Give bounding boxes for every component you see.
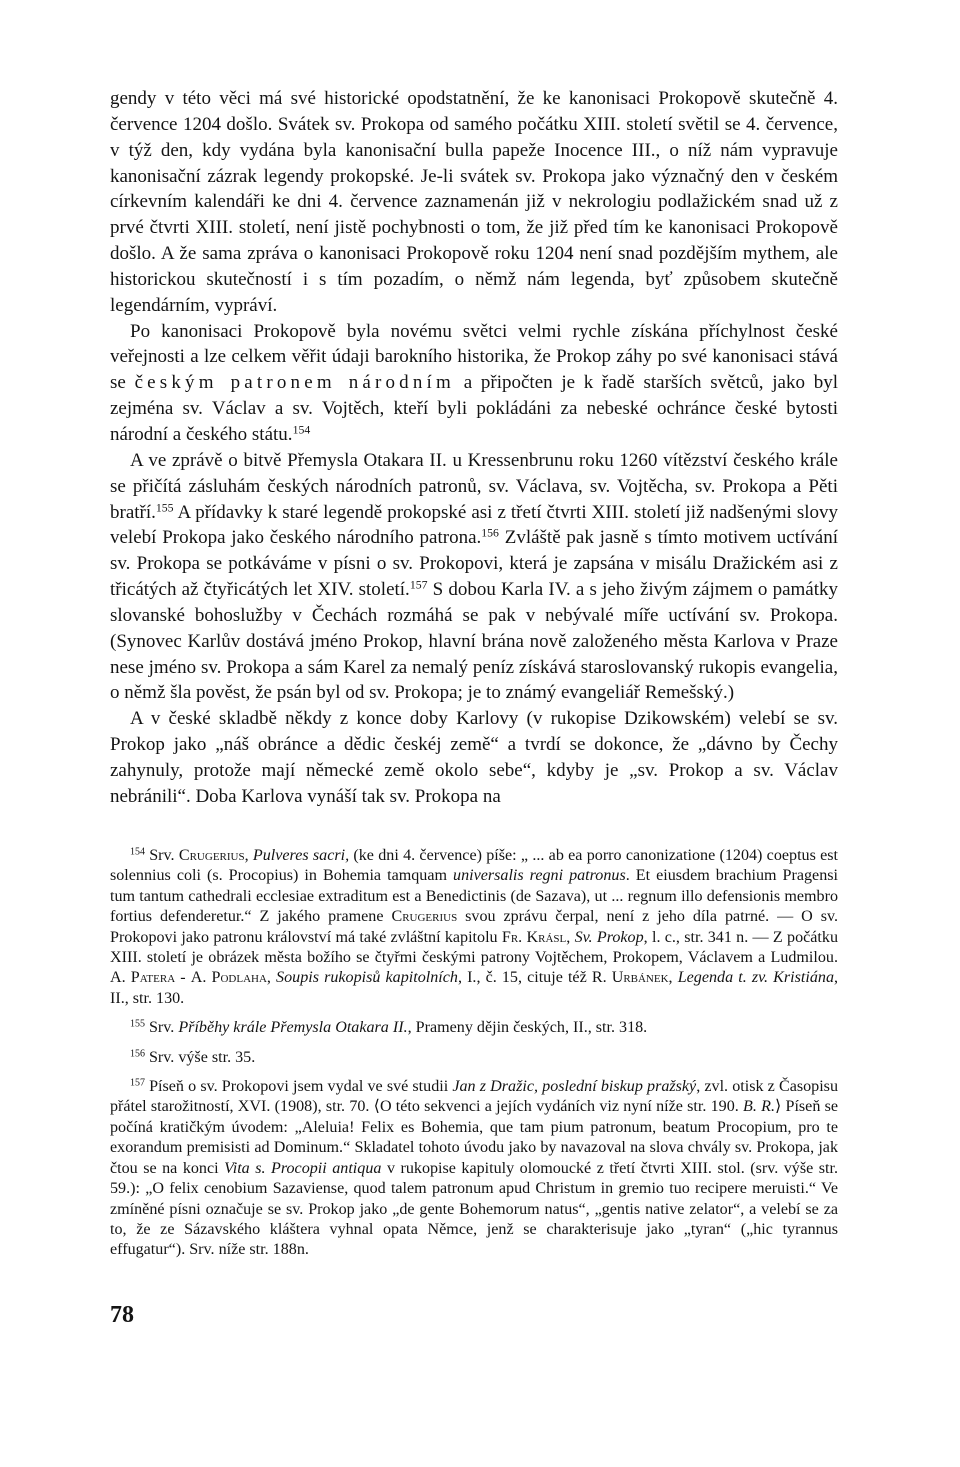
text-run: -: [175, 969, 191, 987]
footnote-ref: 157: [130, 1077, 145, 1089]
footnote-ref: 154: [292, 423, 311, 437]
text-run: ,: [244, 847, 253, 864]
text-run: Srv. výše str. 35.: [144, 1048, 256, 1066]
text-run: ,: [266, 969, 277, 987]
footnote-ref: 156: [130, 1048, 145, 1060]
paragraph-4: [110, 706, 838, 809]
page-number: 78: [110, 1302, 134, 1328]
footnote-ref: 156: [481, 526, 499, 540]
italic-text: Příběhy krále Přemysla Otakara II.: [178, 1019, 408, 1037]
italic-text: Pulveres sacri,: [252, 847, 350, 864]
spaced-text: českým patronem národním: [134, 372, 455, 394]
text-run: , Prameny dějin českých, II., str. 318.: [407, 1019, 648, 1037]
text-run: ⟩ Píseň se počíná kratičkým úvodem: „Aleluia! Felix es Bohemia, que tam pium patronum, beatum Procopium, pro te exorandum premisisti ad Dominum.“ Skladatel tohoto úvodu jako by navazoval na slova chvály sv. Prokopa, jak čtou se na konci: [110, 1098, 839, 1177]
text-run: a připočten je k řadě starších světců, jako byl zejména sv. Václav a sv. Vojtěch, kteří byli pokládáni za nebeské ochránce české bytosti národní a českého státu.: [110, 372, 838, 445]
italic-text: Vita s. Procopii antiqua: [224, 1159, 382, 1177]
text-run: , I., č. 15, cituje též: [457, 969, 592, 987]
small-caps-name: Crugerius: [178, 847, 245, 864]
text-run: A ve zprávě o bitvě Přemysla Otakara II. u Kressenbrunu roku 1260 vítězství českého krále se přičítá zásluhám českých národních patronů, sv. Václava, sv. Vojtěcha, sv. Prokopa a Pěti bratří.: [110, 449, 838, 523]
footnote-ref: 155: [130, 1018, 145, 1030]
italic-text: Legenda t. zv. Kristiána: [677, 969, 834, 987]
paragraph-2: [110, 319, 838, 448]
footnote-155: [110, 1018, 838, 1038]
text-run: Srv.: [144, 847, 179, 864]
small-caps-name: A. Patera: [110, 969, 176, 987]
text-run: Po kanonisaci Prokopově byla novému světci velmi rychle získána příchylnost české veřejnosti a lze celkem věřit údaji barokního historika, že Prokop záhy po své kanonisaci stává se: [110, 320, 838, 394]
italic-text: Jan z Dražic, poslední biskup pražský: [452, 1078, 697, 1096]
text-run: , l. c., str. 341 n. — Z počátku XIII. století je obrázek města božího se čtyřmi českými patrony Vojtěchem, Prokopem, Václavem a Ludmilou.: [110, 928, 838, 967]
italic-text: universalis regni patronus: [453, 867, 626, 885]
text-run: svou zprávu čerpal, není z jeho díla patrné. — O sv. Prokopovi jako patronu království má také zvláštní kapitolu: [110, 908, 838, 946]
footnotes: [110, 846, 838, 1270]
text-run: , zvl. otisk z Časopisu přátel starožitností, XVI. (1908), str. 70. ⟨O této sekvenci a jejích vydáních viz nyní níže str. 190.: [110, 1078, 838, 1116]
footnote-157: [110, 1077, 838, 1261]
text-run: ,: [566, 928, 575, 946]
main-text: [110, 86, 838, 810]
paragraph-1: [110, 86, 838, 319]
footnote-154: [110, 846, 838, 1009]
italic-text: Soupis rukopisů kapitolních: [276, 969, 458, 987]
footnote-ref: 154: [130, 846, 145, 858]
text-run: ,: [668, 969, 678, 987]
small-caps-name: Crugerius: [391, 908, 458, 926]
footnote-ref: 155: [155, 501, 174, 515]
text-run: . Et eiusdem brachium Pragensi tum tantum cathedrali ecclesiae extraditum est a Benedictinis (de Sazava), ut ... regnum illo defensionis membro fortius defenderetur.“ Z jakého pramene: [110, 867, 838, 926]
text-run: , II., str. 130.: [110, 969, 839, 1007]
small-caps-name: R. Urbánek: [591, 969, 669, 987]
text-run: Zvláště pak jasně s tímto motivem uctívání sv. Prokopa se potkáváme v písni o sv. Prokopovi, která je zapsána v misálu Dražickém asi z třicátých až čtyřicátých let XIV. století.: [110, 527, 838, 601]
text-run: gendy v této věci má své historické opodstatnění, že ke kanonisaci Prokopově skutečně 4. července 1204 došlo. Svátek sv. Prokopa od samého počátku XIII. století světil se 4. července, v týž den, kdy vydána byla kanonisační bulla papeže Inocence III., o níž nám vypravuje kanonisační zázrak legendy prokopské. Je-li svátek sv. Prokopa jako význačný den v českém církevním kalendáři ke dni 4. července zaznamenán již v nekrologiu podlažickém snad už z prvé čtvrti XIII. století, není jistě pochybnosti o tom, že již před tím ke kanonisaci Prokopově došlo. A že sama zpráva o kanonisaci Prokopově roku 1204 není snad pozdějším mythem, ale historickou skutečností i s tím pozadím, o němž nám legenda, byť způsobem skutečně legendárním, vypráví.: [110, 88, 838, 316]
text-run: (ke dni 4. července) píše: „ ... ab ea porro canonizatione (1204) coeptus est solennius coli (s. Procopius) in Bohemia tamquam: [110, 847, 839, 885]
paragraph-3: [110, 448, 838, 706]
text-run: Píseň o sv. Prokopovi jsem vydal ve své studii: [144, 1078, 453, 1096]
small-caps-name: Fr. Krásl: [501, 928, 567, 946]
italic-text: B. R.: [743, 1098, 775, 1116]
text-run: Srv.: [144, 1019, 179, 1037]
text-run: S dobou Karla IV. a s jeho živým zájmem o památky slovanské bohoslužby v Čechách rozmáhá se pak v nebývalé míře uctívání sv. Prokopa. (Synovec Karlův dostává jméno Prokop, hlavní brána nově založeného města Karlova v Praze nese jméno sv. Prokopa a sám Karel za nemalý peníz získává staroslovanský rukopis evangelia, o němž šla pověst, že psán byl od sv. Prokopa; je to známý evangeliář Remešský.): [110, 579, 838, 704]
footnote-ref: 157: [409, 578, 428, 592]
text-run: A v české skladbě někdy z konce doby Karlovy (v rukopise Dzikowském) velebí se sv. Prokop jako „náš obránce a dědic českéj země“ a tvrdí se dokonce, že „dávno by Čechy zahynuly, protože mají německé země okolo sebe“, kdyby je „sv. Prokop a sv. Václav nebránili“. Doba Karlova vynáší tak sv. Prokopa na: [110, 708, 838, 807]
text-run: v rukopise kapituly olomoucké z třetí čtvrti XIII. stol. (srv. výše str. 59.): „O felix cenobium Sazaviense, quod talem patronum apud Christum in gremio tuo recipere meruisti.“ Ve zmíněné písni označuje se sv. Prokop jako „de gente Bohemorum natus“, „gentis native zelator“, a velebí se za to, že ze Sázavského kláštera vyhnal opata Němce, jenž se charakterisuje jako „tyran“ („hic tyrannus effugatur“). Srv. níže str. 188n.: [110, 1159, 838, 1259]
small-caps-name: A. Podlaha: [190, 969, 267, 987]
italic-text: Sv. Prokop: [574, 928, 644, 946]
text-run: A přídavky k staré legendě prokopské asi z třetí čtvrti XIII. století již nadšenými slovy velebí Prokopa jako českého národního patrona.: [110, 501, 838, 549]
footnote-156: [110, 1048, 838, 1068]
